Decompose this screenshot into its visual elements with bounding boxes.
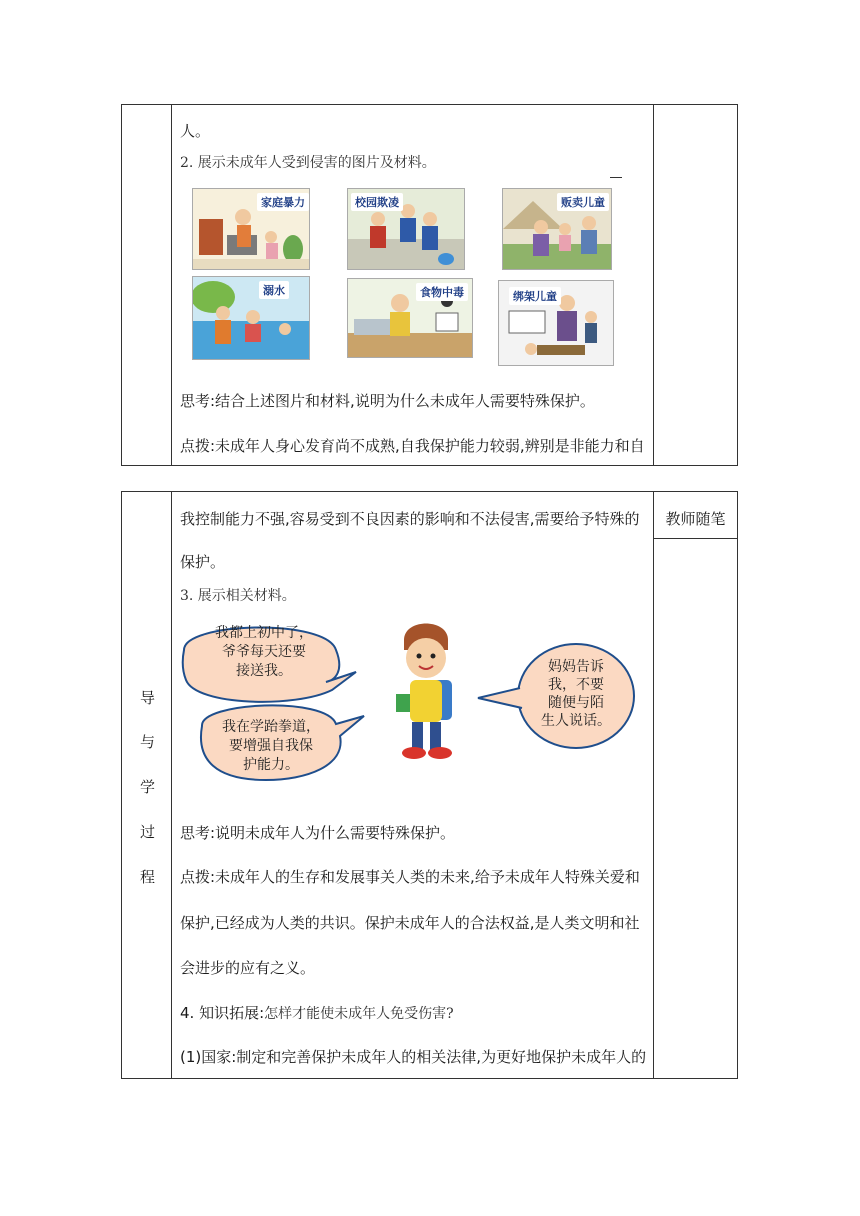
side-label-char: 导 — [140, 689, 156, 707]
row-divider — [653, 538, 737, 539]
side-label-char: 过 — [140, 823, 156, 841]
image-tag: 贩卖儿童 — [557, 193, 609, 211]
hint-text: 会进步的应有之义。 — [180, 959, 316, 977]
image-tag: 校园欺凌 — [351, 193, 403, 211]
think-question: 思考:结合上述图片和材料,说明为什么未成年人需要特殊保护。 — [180, 392, 595, 410]
extension-label: 4. 知识拓展: — [180, 1004, 265, 1022]
side-label-char: 程 — [140, 868, 156, 886]
content-line: 人。 — [180, 122, 211, 140]
extension-question: 怎样才能使未成年人免受伤害? — [264, 1006, 454, 1022]
side-label-char: 与 — [140, 733, 156, 751]
image-tag: 溺水 — [259, 281, 289, 299]
side-label-char: 学 — [140, 778, 156, 796]
image-tag: 家庭暴力 — [257, 193, 309, 211]
hint-text: 点拨:未成年人的生存和发展事关人类的未来,给予未成年人特殊关爱和 — [180, 868, 640, 886]
column-divider — [171, 492, 172, 1078]
notes-header: 教师随笔 — [665, 510, 726, 528]
image-tag: 绑架儿童 — [509, 287, 561, 305]
image-child-trafficking — [502, 188, 612, 270]
image-domestic-violence — [192, 188, 310, 270]
think-question: 思考:说明未成年人为什么需要特殊保护。 — [180, 824, 456, 842]
content-line: (1)国家:制定和完善保护未成年人的相关法律,为更好地保护未成年人的 — [180, 1048, 647, 1066]
content-line: 保护。 — [180, 553, 226, 571]
image-tag: 食物中毒 — [416, 283, 468, 301]
image-food-poisoning — [347, 278, 473, 358]
hint-text: 点拨:未成年人身心发育尚不成熟,自我保护能力较弱,辨别是非能力和自 — [180, 437, 645, 455]
column-divider — [653, 105, 654, 465]
image-school-bullying — [347, 188, 465, 270]
section-heading: 2. 展示未成年人受到侵害的图片及材料。 — [180, 155, 436, 171]
image-drowning — [192, 276, 310, 360]
content-line: 我控制能力不强,容易受到不良因素的影响和不法侵害,需要给予特殊的 — [180, 510, 640, 528]
column-divider — [171, 105, 172, 465]
speech-bubble-2: 我在学跆拳道， 要增强自我保 护能力。 — [222, 719, 320, 773]
section-heading: 3. 展示相关材料。 — [180, 588, 296, 604]
student-character — [396, 624, 452, 760]
speech-bubble-3: 妈妈告诉 我，不要 随便与陌 生人说话。 — [541, 659, 611, 729]
image-child-kidnapping — [498, 280, 614, 366]
speech-bubble-1: 我都上初中了， 爷爷每天还要 接送我。 — [215, 625, 313, 679]
knowledge-extension — [180, 1002, 454, 1023]
column-divider — [653, 492, 654, 1078]
dash-mark — [610, 177, 622, 178]
hint-text: 保护,已经成为人类的共识。保护未成年人的合法权益,是人类文明和社 — [180, 914, 640, 932]
